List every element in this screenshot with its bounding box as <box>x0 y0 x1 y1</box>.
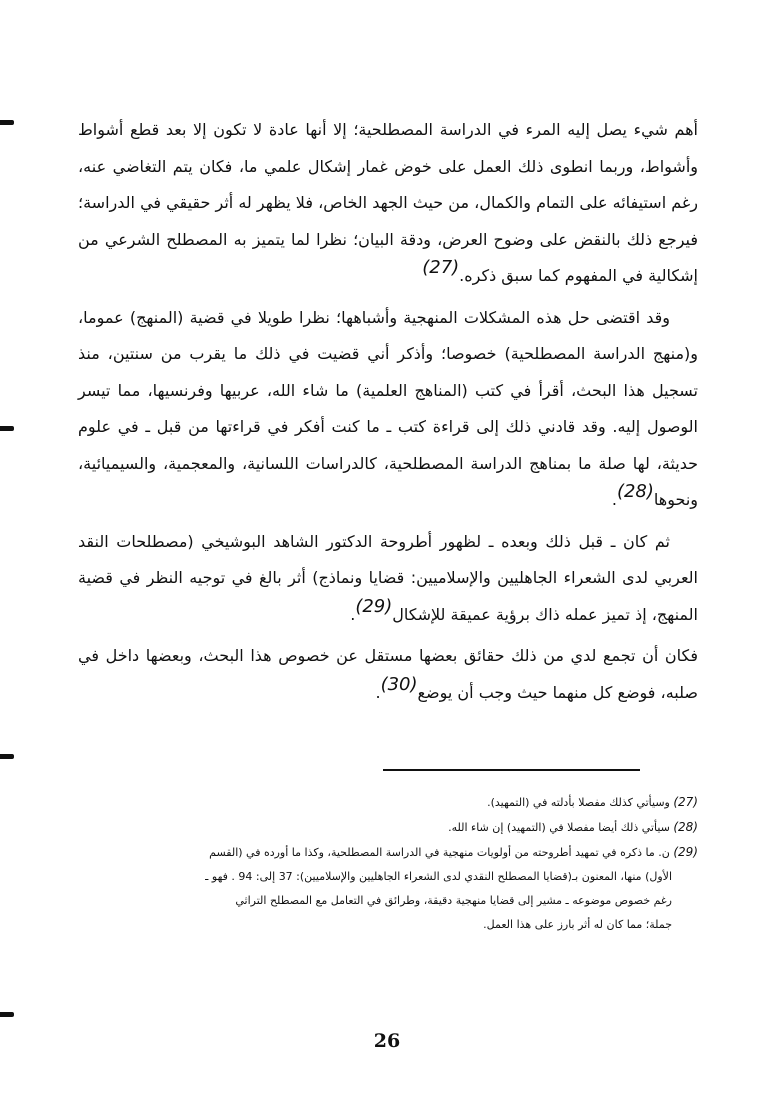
paragraph-2-text: وقد اقتضى حل هذه المشكلات المنهجية وأشباهها؛ نظرا طويلا في قضية (المنهج) عموما، و(منهج الدراسة المصطلحية) خصوصا؛ وأذكر أني قضيت في ذلك ما يقرب من سنتين، منذ تسجيل هذا البحث، أقرأ في كتب (المناهج العلمية) ما شاء الله، عربيها وفرنسيها، مما تيسر الوصول إليه. وقد قادني ذلك إلى قراءة كتب ـ ما كنت أفكر في قراءتها من قبل ـ في علوم حديثة، لها صلة ما بمناهج الدراسة المصطلحية، كالدراسات اللسانية، والمعجمية، والسيميائية، ونحوها <box>78 307 698 509</box>
footnote-29 <box>88 840 698 865</box>
scan-edge-mark <box>0 426 14 431</box>
footnote-29-line-3: رغم خصوص موضوعه ـ مشير إلى قضايا منهجية دقيقة، وطرائق في التعامل مع المصطلح التراثي <box>235 894 672 907</box>
main-text <box>78 112 698 716</box>
footnote-29-line-1: ن. ما ذكره في تمهيد أطروحته من أولويات منهجية في الدراسة المصطلحية، وكذا ما أورده في (القسم <box>209 846 670 859</box>
paragraph-4-end: . <box>375 682 381 702</box>
paragraph-3-text: ثم كان ـ قبل ذلك وبعده ـ لظهور أطروحة الدكتور الشاهد البوشيخي (مصطلحات النقد العربي لدى الشعراء الجاهليين والإسلاميين: قضايا ونماذج) أثر بالغ في توجيه النظر في قضية المنهج، إذ تميز عمله ذاك برؤية عميقة للإشكال <box>78 531 698 624</box>
footnote-ref-28[interactable]: (28) <box>616 481 654 502</box>
paragraph-4 <box>78 638 698 711</box>
scan-edge-mark <box>0 754 14 759</box>
footnote-ref-27[interactable]: (27) <box>422 257 460 278</box>
footnote-29-number: (29) <box>673 845 698 859</box>
footnote-separator <box>383 769 640 771</box>
footnote-27-number: (27) <box>673 795 698 809</box>
footnote-28-number: (28) <box>673 820 698 834</box>
paragraph-2 <box>78 300 698 519</box>
paragraph-1-text: أهم شيء يصل إليه المرء في الدراسة المصطلحية؛ إلا أنها عادة لا تكون إلا بعد قطع أشواط وأشواط، وربما انطوى ذلك العمل على خوض غمار إشكال علمي ما، فكان يتم التغاضي عنه، رغم استيفائه على التمام والكمال، من حيث الجهد الخاص، فلا يظهر له أثر حقيقي في الدراسة؛ فيرجع ذلك بالنقض على وضوح العرض، ودقة البيان؛ نظرا لما يتميز به المصطلح الشرعي من إشكالية في المفهوم كما سبق ذكره. <box>78 120 698 285</box>
footnote-ref-29[interactable]: (29) <box>355 595 393 617</box>
paragraph-3 <box>78 524 698 634</box>
footnotes <box>88 790 698 937</box>
paragraph-1 <box>78 112 698 295</box>
footnote-27 <box>88 790 698 815</box>
footnote-29-line-2: الأول) منها، المعنون بـ(قضايا المصطلح النقدي لدى الشعراء الجاهليين والإسلاميين): 37 إلى: 94 . فهو ـ <box>205 870 672 883</box>
paragraph-4-text: فكان أن تجمع لدي من ذلك حقائق بعضها مستقل عن خصوص هذا البحث، وبعضها داخل في صلبه، فوضع كل منهما حيث وجب أن يوضع <box>78 646 698 702</box>
paragraph-3-end: . <box>350 604 356 624</box>
paragraph-2-end: . <box>611 490 617 509</box>
footnote-27-text: وسيأتي كذلك مفصلا بأدلته في (التمهيد). <box>487 796 670 809</box>
footnote-28-text: سيأتي ذلك أيضا مفصلا في (التمهيد) إن شاء الله. <box>448 821 670 834</box>
scan-edge-mark <box>0 1012 14 1017</box>
footnote-ref-30[interactable]: (30) <box>380 673 418 695</box>
footnote-28 <box>88 815 698 840</box>
scan-edge-mark <box>0 120 14 125</box>
page-number: 26 <box>373 1030 401 1052</box>
footnote-29-line-4: جملة؛ مما كان له أثر بارز على هذا العمل. <box>483 918 672 931</box>
